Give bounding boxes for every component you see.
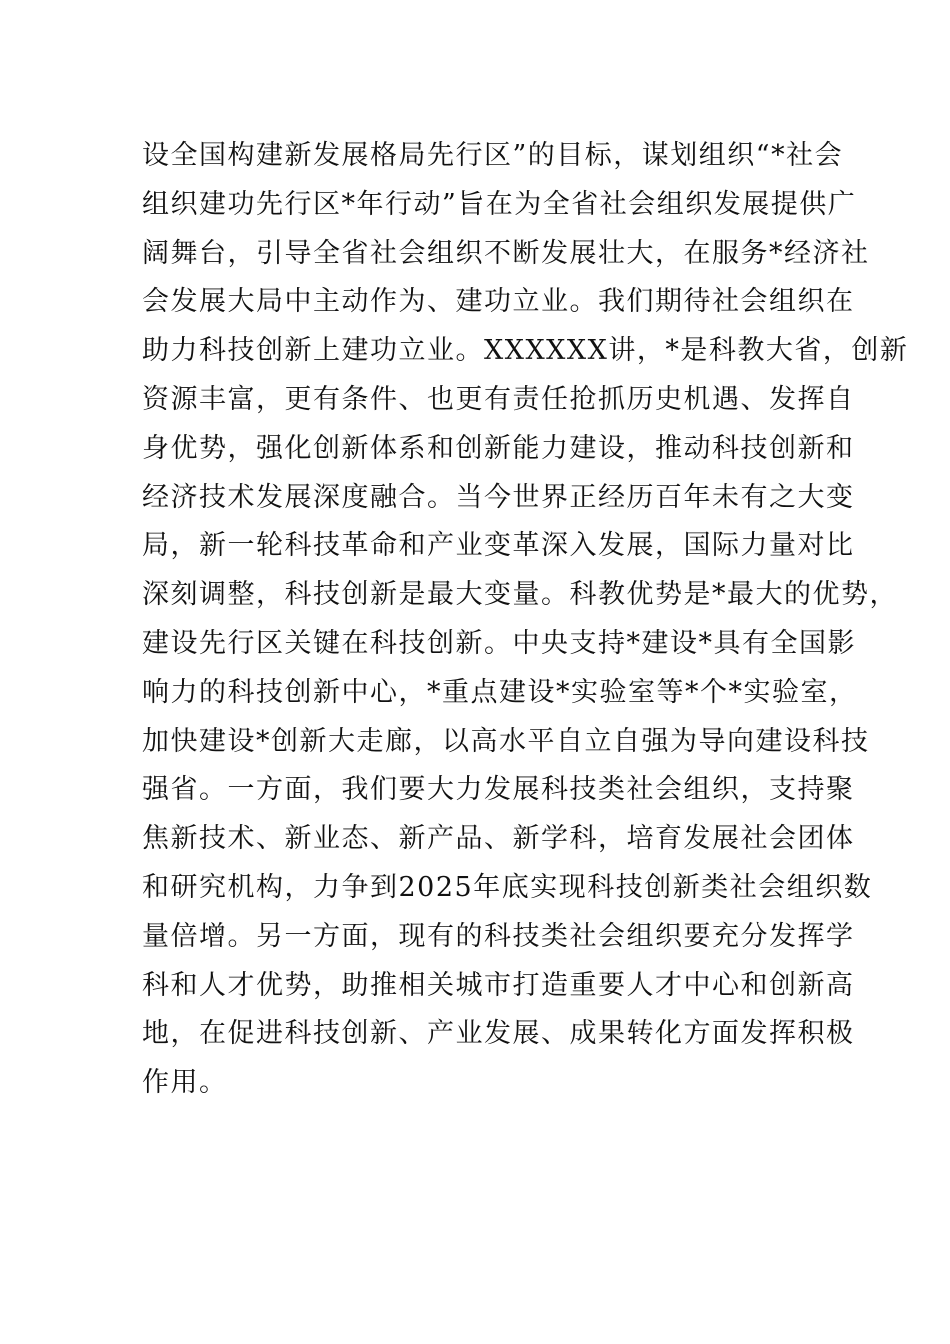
text-line: 量倍增。另一方面，现有的科技类社会组织要充分发挥学 — [142, 920, 855, 952]
text-line: 和研究机构，力争到2025年底实现科技创新类社会组织数 — [142, 871, 873, 903]
text-line: 建设先行区关键在科技创新。中央支持*建设*具有全国影 — [142, 627, 856, 659]
text-line: 深刻调整，科技创新是最大变量。科教优势是*最大的优势， — [142, 579, 898, 611]
text-line: 焦新技术、新业态、新产品、新学科，培育发展社会团体 — [142, 823, 855, 855]
text-line: 强省。一方面，我们要大力发展科技类社会组织，支持聚 — [142, 774, 855, 806]
text-line: 阔舞台，引导全省社会组织不断发展壮大，在服务*经济社 — [142, 237, 870, 269]
text-line: 会发展大局中主动作为、建功立业。我们期待社会组织在 — [142, 286, 855, 318]
text-line: 经济技术发展深度融合。当今世界正经历百年未有之大变 — [142, 481, 855, 513]
text-line: 资源丰富，更有条件、也更有责任抢抓历史机遇、发挥自 — [142, 383, 855, 415]
body-paragraph — [142, 132, 909, 1108]
text-line: 响力的科技创新中心，*重点建设*实验室等*个*实验室， — [142, 676, 858, 708]
text-line: 组织建功先行区*年行动”旨在为全省社会组织发展提供广 — [142, 188, 857, 220]
text-line: 身优势，强化创新体系和创新能力建设，推动科技创新和 — [142, 432, 855, 464]
text-line: 局，新一轮科技革命和产业变革深入发展，国际力量对比 — [142, 530, 855, 562]
text-line: 加快建设*创新大走廊，以高水平自立自强为导向建设科技 — [142, 725, 870, 757]
text-line: 作用。 — [142, 1067, 228, 1099]
text-line: 科和人才优势，助推相关城市打造重要人才中心和创新高 — [142, 969, 855, 1001]
text-line: 助力科技创新上建功立业。XXXXXX讲，*是科教大省，创新 — [142, 335, 909, 367]
text-line: 设全国构建新发展格局先行区”的目标，谋划组织“*社会 — [142, 140, 844, 171]
text-line: 地，在促进科技创新、产业发展、成果转化方面发挥积极 — [142, 1018, 855, 1050]
